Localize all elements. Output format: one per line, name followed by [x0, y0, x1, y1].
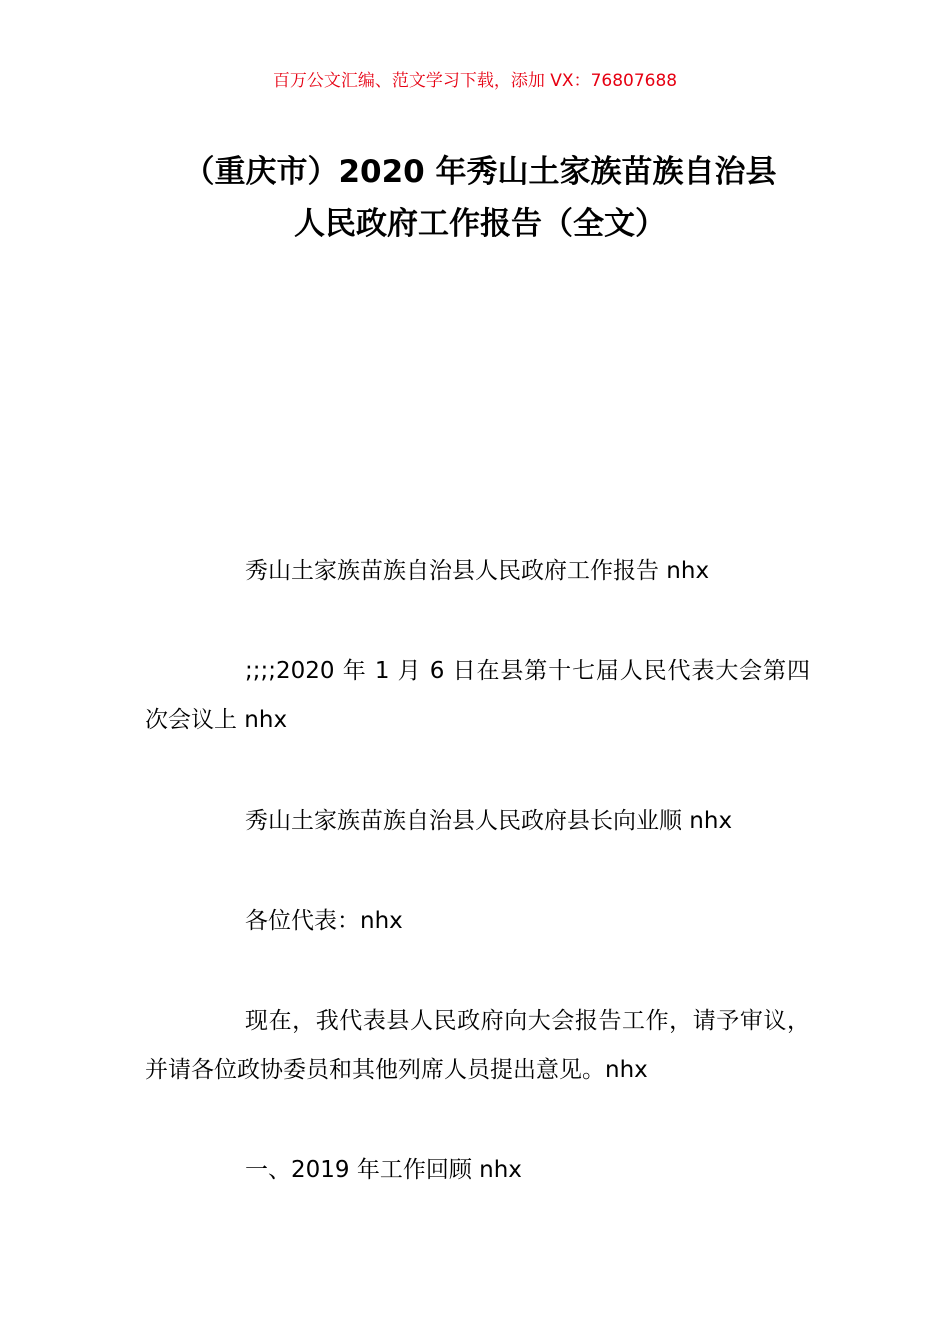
- title-line-1: （重庆市）2020 年秀山土家族苗族自治县: [183, 154, 777, 190]
- document-title: [140, 146, 820, 250]
- speaker-paragraph: 秀山土家族苗族自治县人民政府县长向业顺 nhx: [245, 808, 733, 834]
- title-line-2: 人民政府工作报告（全文）: [294, 206, 666, 242]
- intro-paragraph: 现在，我代表县人民政府向大会报告工作，请予审议，并请各位政协委员和其他列席人员提出意见。nhx: [145, 1008, 810, 1083]
- report-heading-paragraph: 秀山土家族苗族自治县人民政府工作报告 nhx: [245, 558, 710, 584]
- salutation-paragraph: 各位代表：nhx: [245, 908, 403, 934]
- section-heading-paragraph: 一、2019 年工作回顾 nhx: [245, 1157, 522, 1183]
- meeting-date-paragraph: ;;;;2020 年 1 月 6 日在县第十七届人民代表大会第四次会议上 nhx: [145, 658, 810, 733]
- watermark-banner: 百万公文汇编、范文学习下载，添加 VX：76807688: [272, 71, 678, 91]
